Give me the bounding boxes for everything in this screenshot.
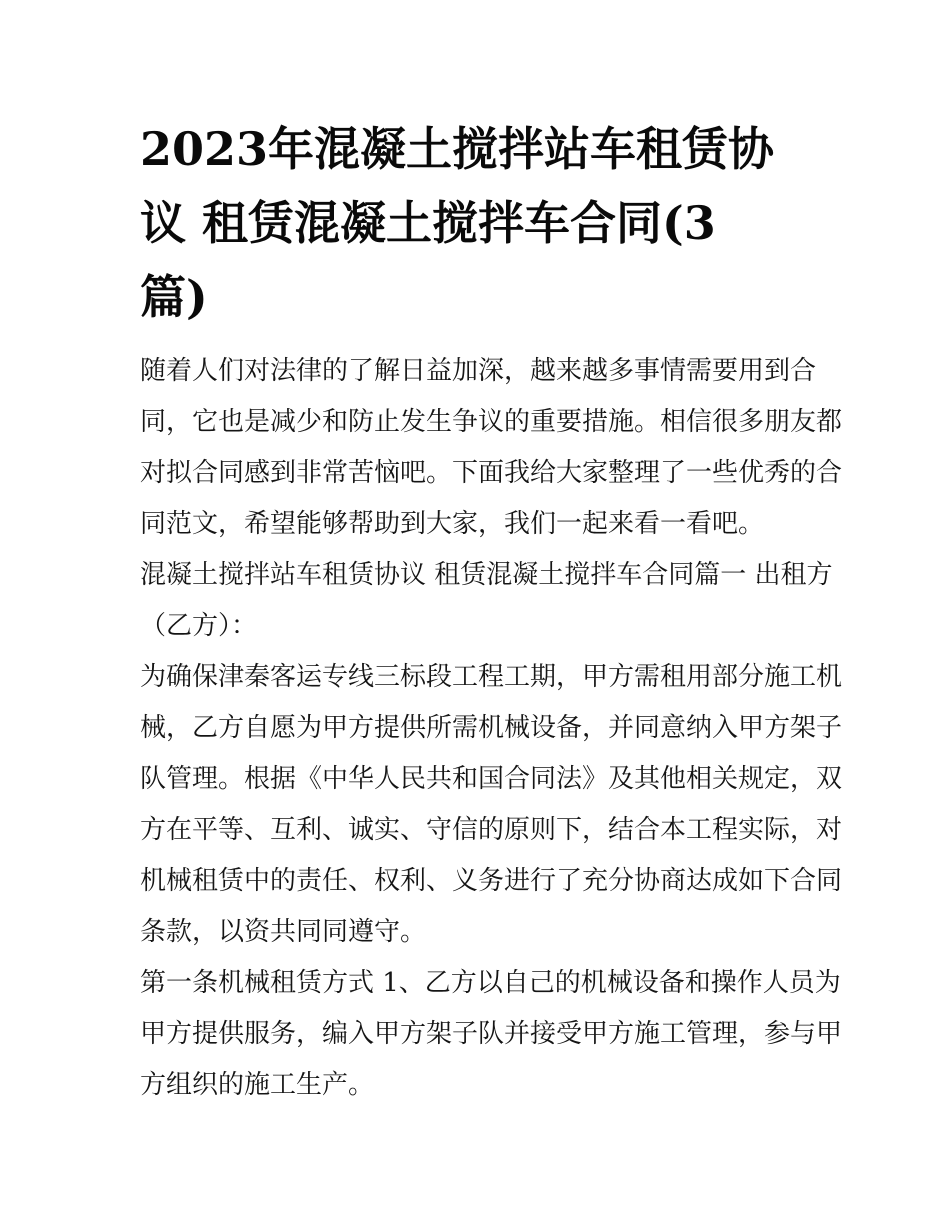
text-line: 同范文，希望能够帮助到大家，我们一起来看一看吧。	[140, 509, 765, 539]
text-line: （乙方）：	[140, 611, 258, 641]
title-line: 2023年混凝土搅拌站车租赁协	[140, 122, 775, 176]
text-line: 队管理。根据《中华人民共和国合同法》及其他相关规定，双	[140, 764, 843, 794]
text-line: 机械租赁中的责任、权利、义务进行了充分协商达成如下合同	[140, 866, 843, 896]
text-line: 对拟合同感到非常苦恼吧。下面我给大家整理了一些优秀的合	[140, 458, 843, 488]
section-heading-paragraph	[140, 550, 833, 652]
text-line: 同，它也是减少和防止发生争议的重要措施。相信很多朋友都	[140, 407, 843, 437]
title-line: 篇)	[140, 270, 208, 324]
preamble-paragraph	[140, 652, 843, 958]
text-line: 条款，以资共同同遵守。	[140, 917, 427, 947]
text-line: 第一条机械租赁方式 1、乙方以自己的机械设备和操作人员为	[140, 968, 841, 998]
text-line: 械，乙方自愿为甲方提供所需机械设备，并同意纳入甲方架子	[140, 713, 843, 743]
text-line: 方在平等、互利、诚实、守信的原则下，结合本工程实际，对	[140, 815, 843, 845]
document-content	[140, 112, 843, 1111]
intro-paragraph	[140, 346, 843, 550]
text-line: 随着人们对法律的了解日益加深，越来越多事情需要用到合	[140, 356, 817, 386]
text-line: 甲方提供服务，编入甲方架子队并接受甲方施工管理，参与甲	[140, 1019, 843, 1049]
text-line: 为确保津秦客运专线三标段工程工期，甲方需租用部分施工机	[140, 662, 843, 692]
article-one-paragraph	[140, 958, 843, 1111]
title-line: 议 租赁混凝土搅拌车合同(3	[140, 196, 716, 250]
document-title	[140, 112, 812, 334]
text-line: 方组织的施工生产。	[140, 1070, 375, 1100]
document-body	[140, 346, 843, 1111]
text-line: 混凝土搅拌站车租赁协议 租赁混凝土搅拌车合同篇一 出租方	[140, 560, 833, 590]
